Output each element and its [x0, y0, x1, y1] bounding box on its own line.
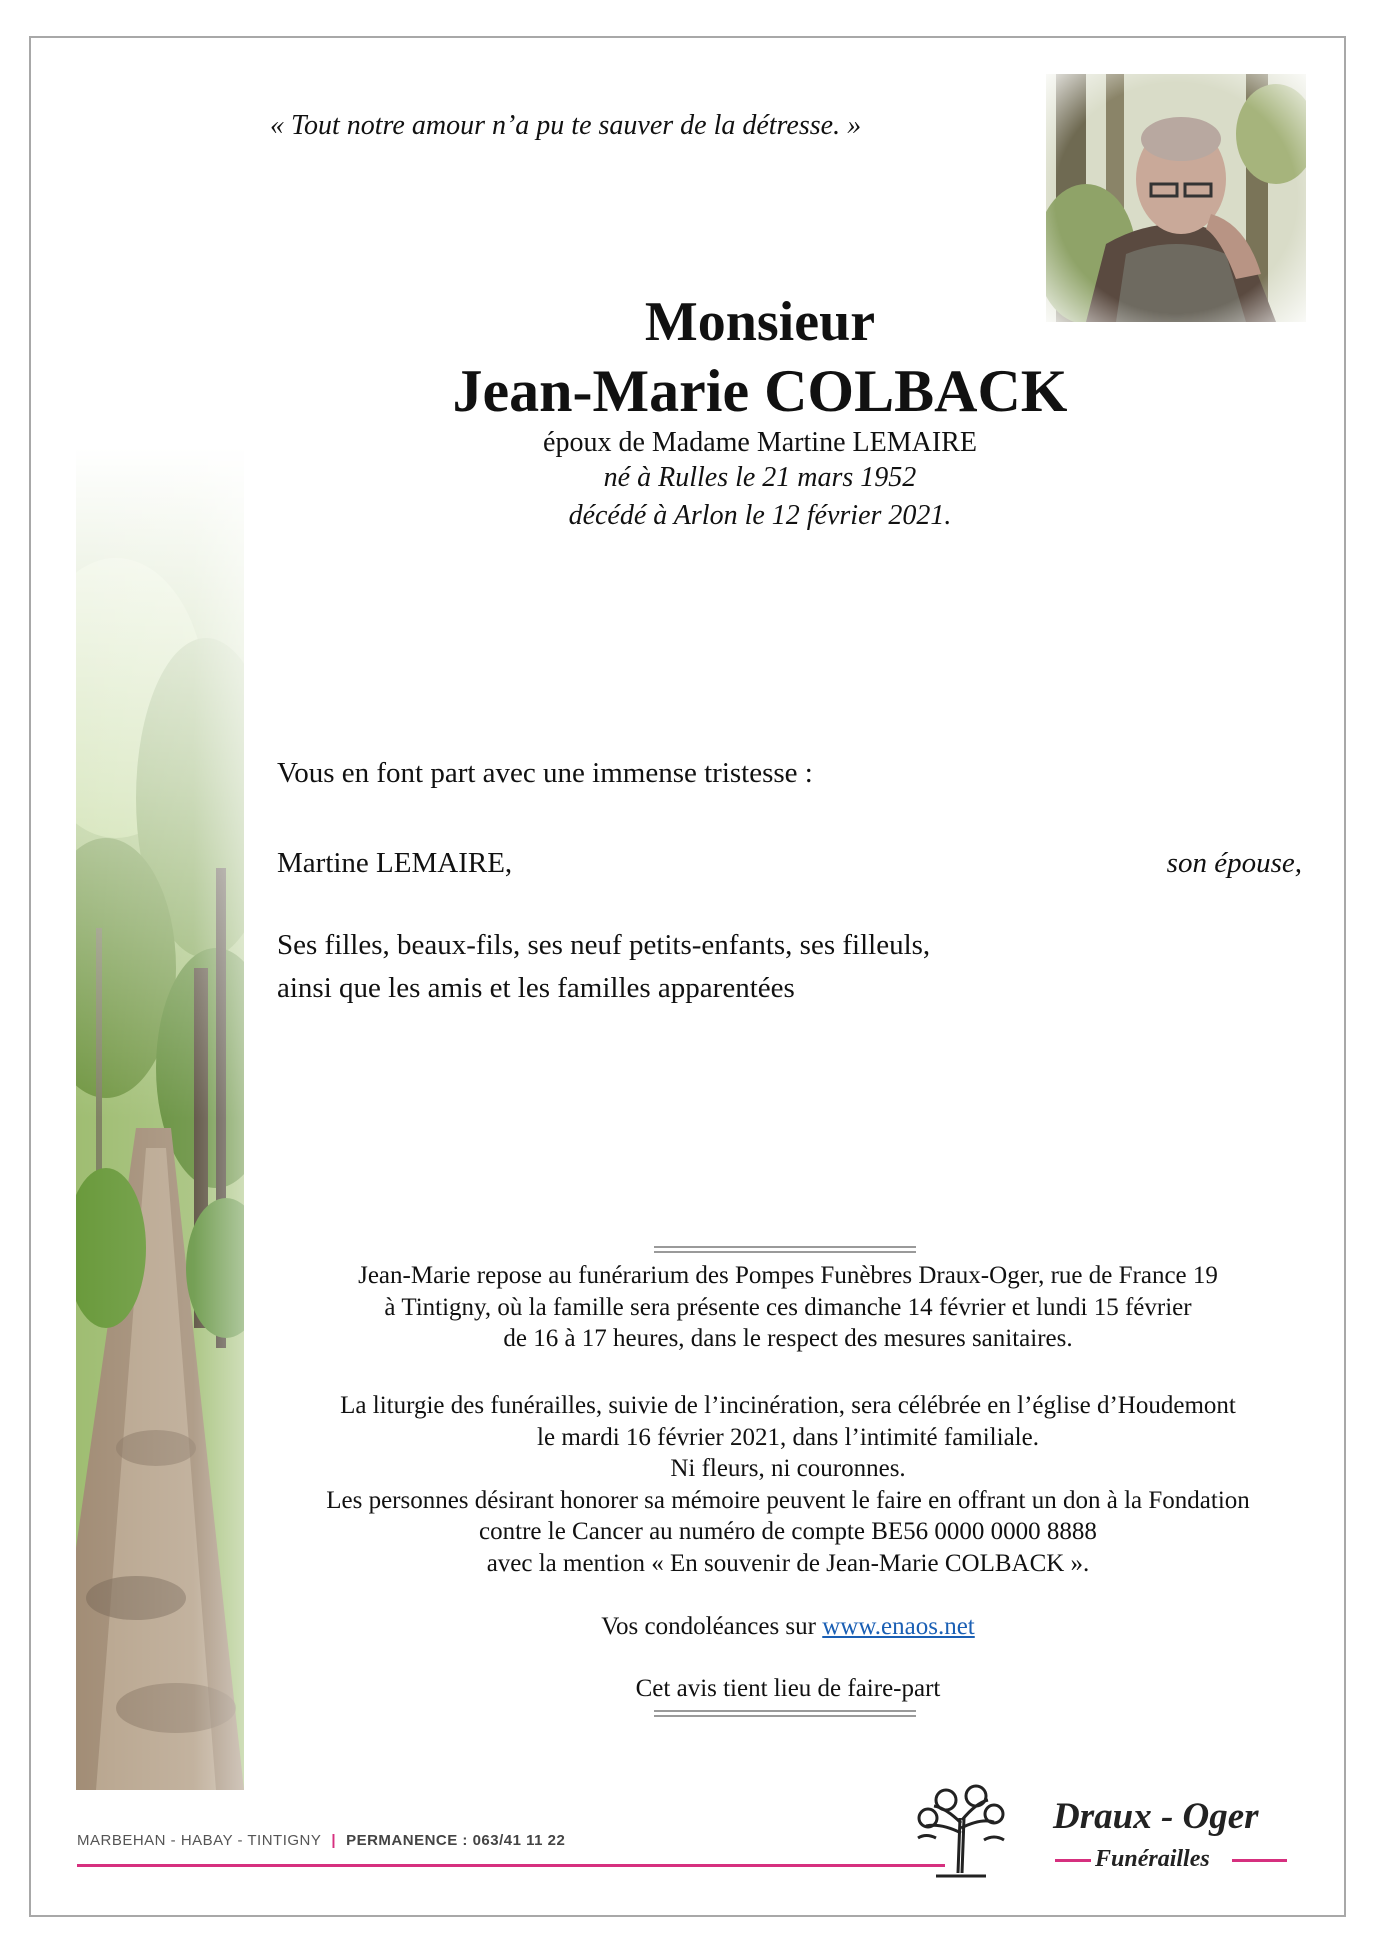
condolences-link[interactable]: www.enaos.net: [822, 1613, 975, 1640]
birth-line: né à Rulles le 21 mars 1952: [603, 462, 917, 493]
footer-locations: MARBEHAN - HABAY - TINTIGNY: [77, 1832, 322, 1849]
portrait-photo: [1046, 74, 1306, 322]
divider-top: [654, 1246, 916, 1253]
condolences: [250, 1611, 1326, 1643]
divider-bottom: [654, 1710, 916, 1717]
liturgy-info: [250, 1390, 1326, 1579]
liturgy-line: Ni fleurs, ni couronnes.: [670, 1455, 906, 1482]
liturgy-line: Les personnes désirant honorer sa mémoire peuvent le faire en offrant un don à la Fondation: [326, 1486, 1250, 1514]
spouse-role: son épouse,: [1166, 847, 1302, 879]
liturgy-line: contre le Cancer au numéro de compte BE56 0000 0000 8888: [479, 1518, 1097, 1545]
logo-rule-left: [1055, 1859, 1091, 1862]
logo-rule-right: [1232, 1859, 1287, 1862]
logo-subtitle: Funérailles: [1095, 1846, 1210, 1872]
family-intro: Vous en font part avec une immense tristesse :: [277, 757, 813, 789]
funerarium-info: [250, 1260, 1326, 1355]
relatives-line-1: Ses filles, beaux-fils, ses neuf petits-enfants, ses filleuls,: [277, 929, 931, 961]
logo-name: Draux - Oger: [1053, 1796, 1259, 1837]
death-line: décédé à Arlon le 12 février 2021.: [568, 500, 952, 531]
funerarium-line: de 16 à 17 heures, dans le respect des mesures sanitaires.: [503, 1325, 1073, 1352]
funerarium-line: à Tintigny, où la famille sera présente ces dimanche 14 février et lundi 15 février: [384, 1293, 1192, 1321]
relatives-line-2: ainsi que les amis et les familles apparentées: [277, 972, 795, 1004]
liturgy-line: La liturgie des funérailles, suivie de l’incinération, sera célébrée en l’église d’Houdemont: [340, 1392, 1236, 1419]
notice-text: Cet avis tient lieu de faire-part: [635, 1675, 941, 1702]
footer-separator: |: [331, 1832, 337, 1849]
notice: [250, 1673, 1326, 1705]
funerarium-line: Jean-Marie repose au funérarium des Pompes Funèbres Draux-Oger, rue de France 19: [358, 1262, 1218, 1289]
spouse-name: Martine LEMAIRE,: [277, 847, 513, 879]
footer-permanence: PERMANENCE : 063/41 11 22: [346, 1832, 566, 1849]
footer-contact: [77, 1832, 565, 1849]
spouse-line: époux de Madame Martine LEMAIRE: [543, 427, 977, 458]
title-name: Jean-Marie COLBACK: [452, 358, 1068, 424]
title-civility: Monsieur: [644, 291, 876, 353]
condolences-label: Vos condoléances sur: [601, 1613, 816, 1640]
liturgy-line: le mardi 16 février 2021, dans l’intimité familiale.: [537, 1423, 1039, 1451]
liturgy-line: avec la mention « En souvenir de Jean-Marie COLBACK ».: [486, 1549, 1090, 1577]
footer-pink-line: [77, 1864, 945, 1867]
quote: « Tout notre amour n’a pu te sauver de la détresse. »: [270, 110, 862, 141]
forest-path-image: [76, 448, 244, 1790]
